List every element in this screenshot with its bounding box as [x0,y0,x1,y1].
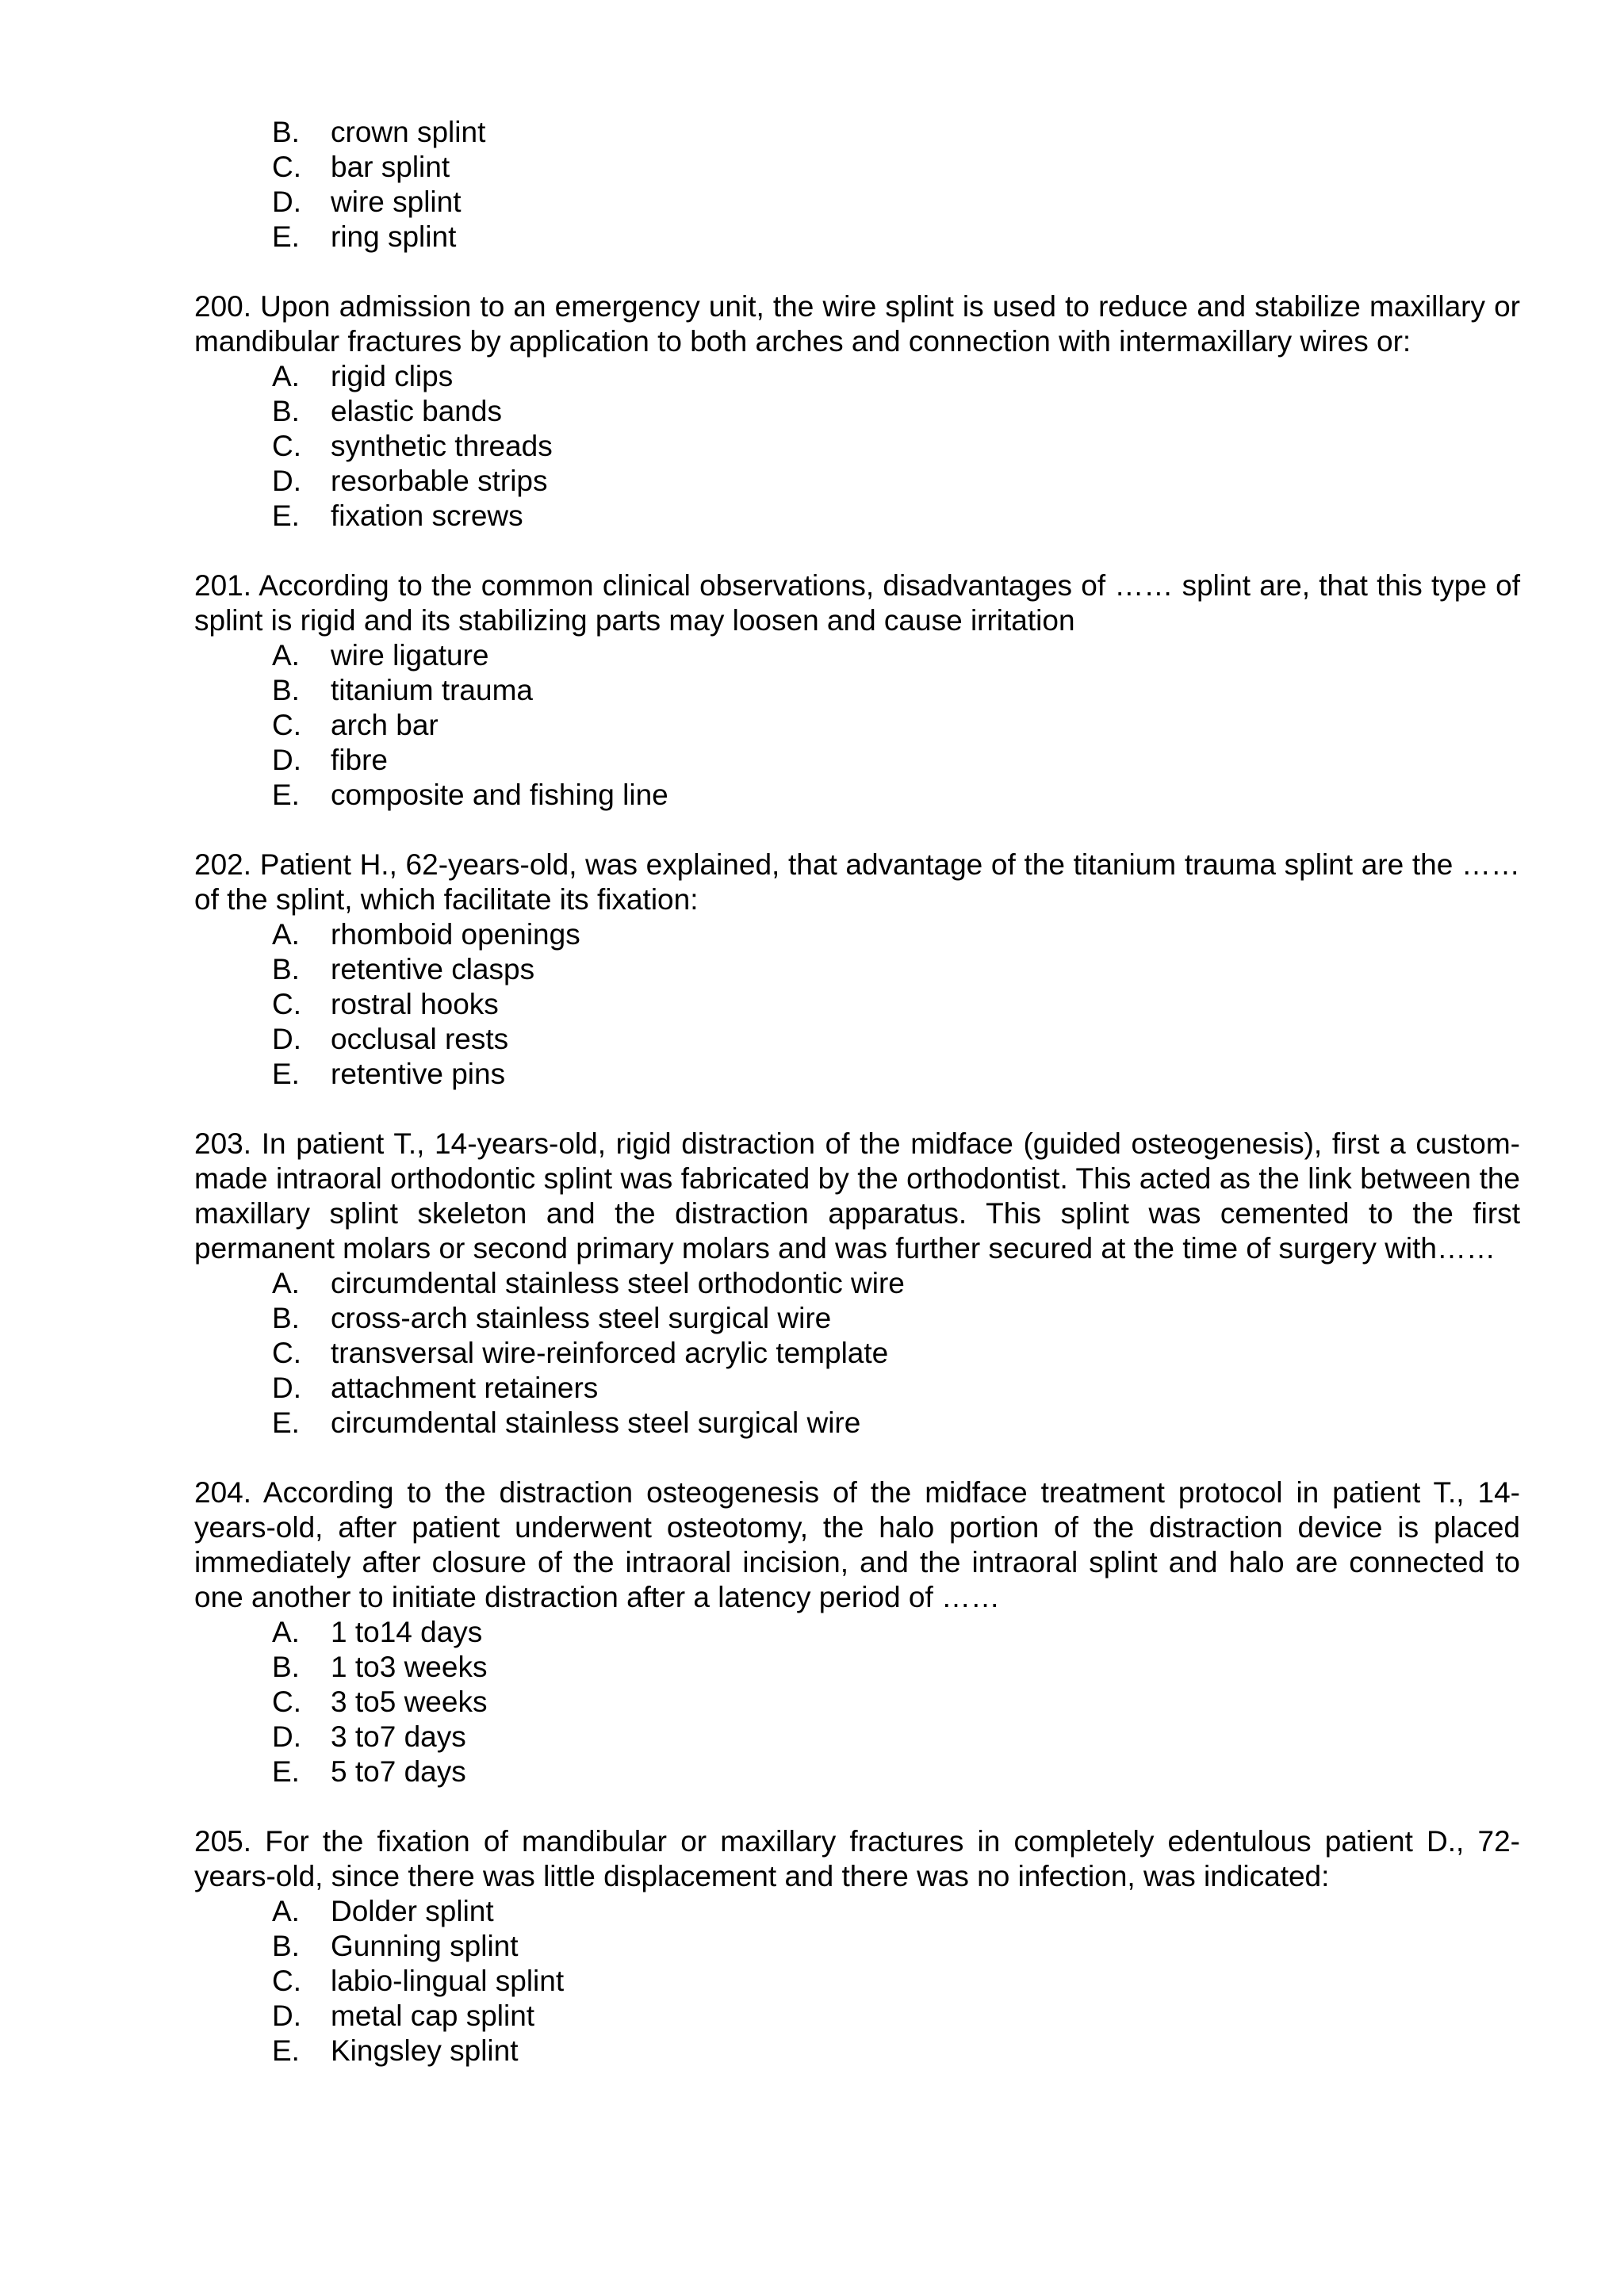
option-text: composite and fishing line [331,779,668,811]
option-text: 3 to7 days [331,1720,466,1753]
question-200 [194,289,1520,534]
answer-option-d [194,185,1520,220]
question-stem: 204. According to the distraction osteogenesis of the midface treatment protocol in patient T., 14-years-old, after patient underwent osteotomy, the halo portion of the distraction device is placed immediately after closure of the intraoral incision, and the intraoral splint and halo are connected to one another to initiate distraction after a latency period of …… [194,1476,1520,1613]
option-text: 5 to7 days [331,1755,466,1788]
option-letter: A. [272,1616,300,1648]
option-letter: B. [272,674,300,706]
option-letter: D. [272,186,301,218]
option-letter: D. [272,1999,301,2032]
document-page [194,115,1520,2103]
answer-option-b [194,1650,1520,1685]
option-letter: A. [272,1895,300,1927]
option-letter: D. [272,744,301,776]
option-text: metal cap splint [331,1999,535,2032]
option-text: 3 to5 weeks [331,1686,488,1718]
option-letter: E. [272,220,300,253]
option-letter: A. [272,639,300,672]
answer-option-b [194,115,1520,150]
option-text: retentive pins [331,1058,506,1090]
option-letter: A. [272,918,300,951]
option-text: ring splint [331,220,457,253]
option-letter: D. [272,1372,301,1404]
answer-option-b [194,394,1520,429]
option-text: 1 to3 weeks [331,1651,488,1683]
question-stem: 203. In patient T., 14-years-old, rigid distraction of the midface (guided osteogenesis), first a custom-made intraoral orthodontic splint was fabricated by the orthodontist. This acted as the link between the maxillary splint skeleton and the distraction apparatus. This splint was cemented to the first permanent molars or second primary molars and was further secured at the time of surgery with…… [194,1127,1520,1265]
answer-option-c [194,150,1520,185]
answer-option-d [194,1022,1520,1057]
answer-options [194,917,1520,1092]
option-letter: B. [272,116,300,148]
option-letter: A. [272,1267,300,1299]
option-text: synthetic threads [331,430,553,462]
question-stem: 202. Patient H., 62-years-old, was explained, that advantage of the titanium trauma splint are the …… of the splint, which facilitate its fixation: [194,848,1520,916]
answer-options [194,359,1520,534]
answer-option-a [194,1266,1520,1301]
question-205 [194,1824,1520,2068]
option-text: rhomboid openings [331,918,580,951]
option-text: titanium trauma [331,674,533,706]
question-199-continued [194,115,1520,254]
answer-option-b [194,952,1520,987]
option-text: attachment retainers [331,1372,599,1404]
option-text: cross-arch stainless steel surgical wire [331,1302,832,1334]
answer-option-d [194,743,1520,778]
option-letter: E. [272,1058,300,1090]
option-letter: E. [272,1755,300,1788]
option-letter: C. [272,1965,301,1997]
option-letter: C. [272,1337,301,1369]
answer-option-a [194,638,1520,673]
answer-option-a [194,1894,1520,1929]
answer-option-e [194,1406,1520,1441]
answer-options [194,1894,1520,2068]
option-letter: B. [272,1651,300,1683]
option-text: wire ligature [331,639,489,672]
answer-option-b [194,1301,1520,1336]
answer-option-c [194,429,1520,464]
option-letter: C. [272,430,301,462]
option-letter: A. [272,360,300,392]
answer-option-b [194,673,1520,708]
answer-option-e [194,778,1520,813]
option-letter: C. [272,709,301,741]
answer-option-e [194,1755,1520,1789]
answer-option-d [194,1999,1520,2034]
question-stem: 200. Upon admission to an emergency unit, the wire splint is used to reduce and stabilize maxillary or mandibular fractures by application to both arches and connection with intermaxillary wires or: [194,290,1520,358]
option-text: Kingsley splint [331,2034,519,2067]
option-letter: C. [272,151,301,183]
option-text: labio-lingual splint [331,1965,565,1997]
answer-options [194,1266,1520,1441]
option-text: fibre [331,744,388,776]
answer-option-e [194,499,1520,534]
answer-options [194,638,1520,813]
option-text: wire splint [331,186,462,218]
option-text: fixation screws [331,499,523,532]
answer-options [194,115,1520,254]
option-letter: B. [272,953,300,985]
option-text: bar splint [331,151,450,183]
answer-option-d [194,1720,1520,1755]
question-204 [194,1475,1520,1789]
answer-option-d [194,1371,1520,1406]
option-text: rostral hooks [331,988,499,1020]
question-stem: 201. According to the common clinical observations, disadvantages of …… splint are, that this type of splint is rigid and its stabilizing parts may loosen and cause irritation [194,569,1520,637]
option-text: circumdental stainless steel orthodontic wire [331,1267,905,1299]
option-text: transversal wire-reinforced acrylic template [331,1337,889,1369]
answer-option-e [194,2034,1520,2068]
question-stem: 205. For the fixation of mandibular or maxillary fractures in completely edentulous patient D., 72-years-old, since there was little displacement and there was no infection, was indicated: [194,1825,1520,1892]
answer-option-d [194,464,1520,499]
answer-option-a [194,1615,1520,1650]
option-letter: B. [272,395,300,427]
option-letter: C. [272,988,301,1020]
option-text: Dolder splint [331,1895,494,1927]
answer-option-a [194,917,1520,952]
answer-option-c [194,1685,1520,1720]
option-text: occlusal rests [331,1023,509,1055]
option-letter: D. [272,465,301,497]
question-203 [194,1127,1520,1441]
option-letter: D. [272,1023,301,1055]
answer-option-a [194,359,1520,394]
answer-option-c [194,1336,1520,1371]
option-text: 1 to14 days [331,1616,483,1648]
option-text: circumdental stainless steel surgical wire [331,1406,861,1439]
option-letter: E. [272,2034,300,2067]
option-text: rigid clips [331,360,454,392]
answer-option-b [194,1929,1520,1964]
answer-option-e [194,220,1520,254]
option-letter: C. [272,1686,301,1718]
option-letter: E. [272,499,300,532]
option-text: crown splint [331,116,486,148]
option-text: Gunning splint [331,1930,519,1962]
option-letter: E. [272,1406,300,1439]
answer-option-c [194,1964,1520,1999]
option-text: arch bar [331,709,439,741]
option-letter: D. [272,1720,301,1753]
answer-options [194,1615,1520,1789]
answer-option-c [194,708,1520,743]
option-text: resorbable strips [331,465,548,497]
option-letter: B. [272,1930,300,1962]
option-text: elastic bands [331,395,502,427]
option-letter: E. [272,779,300,811]
option-text: retentive clasps [331,953,535,985]
question-201 [194,568,1520,813]
answer-option-c [194,987,1520,1022]
answer-option-e [194,1057,1520,1092]
question-202 [194,848,1520,1092]
option-letter: B. [272,1302,300,1334]
